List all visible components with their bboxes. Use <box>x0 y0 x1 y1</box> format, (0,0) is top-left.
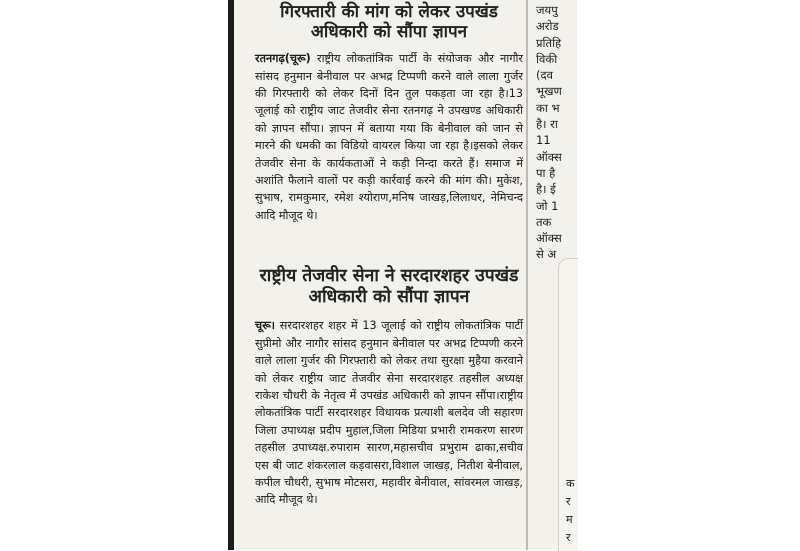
adjacent-box-line: र <box>566 531 571 544</box>
article-1-body <box>255 50 523 224</box>
left-margin <box>0 0 232 550</box>
adjacent-line: का भ <box>536 100 560 115</box>
adjacent-line: ऑक्स <box>536 149 562 164</box>
news-article-1 <box>255 2 523 224</box>
adjacent-line: से अ <box>536 247 557 262</box>
column-divider <box>526 0 528 550</box>
adjacent-box-line: म <box>566 513 573 526</box>
article-2-dateline: चूरू। <box>255 319 276 333</box>
adjacent-line: विकी <box>536 51 558 66</box>
adjacent-line: है। रा <box>536 117 558 132</box>
article-2-body <box>255 317 523 508</box>
adjacent-line: भूखण <box>536 84 562 99</box>
adjacent-line: तक <box>536 214 552 229</box>
article-1-headline: गिरफ्तारी की मांग को लेकर उपखंड अधिकारी को सौंपा ज्ञापन <box>280 2 498 43</box>
article-2-text: सरदारशहर शहर में 13 जूलाई को राष्ट्रीय लोकतांत्रिक पार्टी सुप्रीमो और नागौर सांसद हनुमान बेनीवाल पर अभद्र टिप्पणी करने वाले लाला गुर्जर की गिरफ्तारी को लेकर तथा सुरक्षा मुहैया करवाने को लेकर राष्ट्रीय जाट तेजवीर सेना सरदारशहर तहसील अध्यक्ष राकेश चौधरी के नेतृत्व में उपखंड अधिकारी को ज्ञापन सौंपा।राष्ट्रीय लोकतांत्रिक पार्टी सरदारशहर विधायक प्रत्याशी बलदेव जी सहारण जिला उपाध्यक्ष प्रदीप मुहाल,जिला मिडिया प्रभारी रामकरण सारण तहसील उपाध्यक्ष.रुपाराम सारण,महासचीव प्रभुराम ढाका,सचीव एस बी जाट शंकरलाल कड़वासरा,विशाल जाखड़, नितीश बेनीवाल, कपील चौधरी, सुभाष मोटसरा, महावीर बेनीवाल, सांवरमल जाखड़, आदि मौजूद थे। <box>255 319 523 507</box>
article-2-headline: राष्ट्रीय तेजवीर सेना ने सरदारशहर उपखंड अधिकारी को सौंपा ज्ञापन <box>259 266 519 307</box>
adjacent-line: अरोड <box>536 19 559 34</box>
adjacent-line: है। ई <box>536 182 556 197</box>
article-1-dateline: रतनगढ़(चूरू) <box>255 52 311 66</box>
adjacent-box-line: क <box>566 477 575 490</box>
adjacent-box-line: र <box>566 495 571 508</box>
adjacent-line: 11 <box>536 133 551 148</box>
adjacent-line: पा है <box>536 165 556 180</box>
adjacent-line: जयपु <box>536 3 558 17</box>
adjacent-line: (दव <box>536 68 553 83</box>
right-margin <box>578 0 800 550</box>
news-article-2 <box>255 266 523 509</box>
adjacent-line: जो 1 <box>536 198 559 213</box>
adjacent-line: प्रतिहि <box>536 35 562 50</box>
article-1-text: राष्ट्रीय लोकतांत्रिक पार्टी के संयोजक और नागौर सांसद हनुमान बेनीवाल पर अभद्र टिप्पणी करने वाले लाला गुर्जर की गिरफ्तारी को लेकर दिनों दिन तुल पकड़ता जा रहा है।13 जूलाई को राष्ट्रीय जाट तेजवीर सेना रतनगढ़ ने उपखण्ड अधिकारी को ज्ञापन सौंपा। ज्ञापन में बताया गया कि बेनीवाल को जान से मारने की धमकी का विडियो वायरल किया जा रहा है।इसको लेकर तेजवीर सेना के कार्यकताओं ने कड़ी निन्दा करते हैं। समाज में अशांति फैलाने वालों पर कड़ी कार्रवाई करने की मांग की। मुकेश, सुभाष, रामकुमार, रमेश श्योराण,मनिष जाखड़,लिलाधर, नेमिचन्द आदि मौजूद थे। <box>255 52 523 222</box>
adjacent-column-text <box>536 2 580 263</box>
adjacent-line: ऑक्स <box>536 231 562 246</box>
